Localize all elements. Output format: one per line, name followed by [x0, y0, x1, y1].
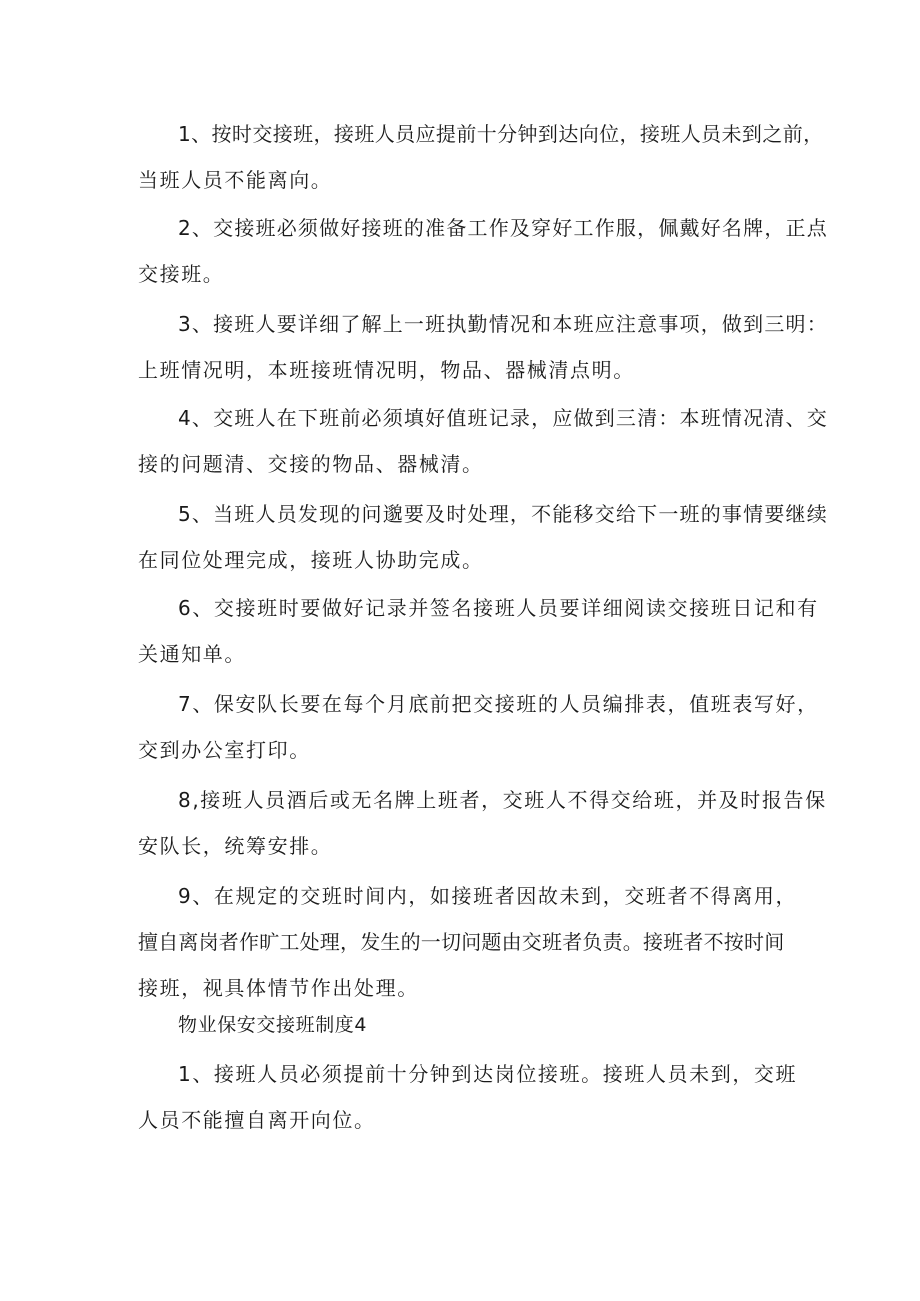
paragraph-3-line-1: 3、接班人要详细了解上一班执勤情况和本班应注意事项，做到三明： [178, 312, 828, 336]
paragraph-8-line-2: 安队长，统筹安排。 [138, 834, 333, 858]
paragraph-6-line-2: 关通知单。 [138, 642, 246, 666]
paragraph-1-line-2: 当班人员不能离向。 [138, 168, 333, 192]
paragraph-9-line-3: 接班，视具体情节作出处理。 [138, 976, 419, 1000]
section-paragraph-1-line-1: 1、接班人员必须提前十分钟到达岗位接班。接班人员未到，交班 [178, 1062, 798, 1086]
paragraph-7-line-1: 7、保安队长要在每个月底前把交接班的人员编排表，值班表写好， [178, 692, 819, 716]
paragraph-4-line-2: 接的问题清、交接的物品、器械清。 [138, 452, 484, 476]
paragraph-5-line-1: 5、当班人员发现的问邈要及时处理，不能移交给下一班的事情要继续 [178, 502, 828, 526]
paragraph-2-line-2: 交接班。 [138, 262, 225, 286]
paragraph-2-line-1: 2、交接班必须做好接班的准备工作及穿好工作服，佩戴好名牌，正点 [178, 216, 828, 240]
paragraph-8-line-1: 8,接班人员酒后或无名牌上班者，交班人不得交给班，并及时报告保 [178, 788, 827, 812]
section-paragraph-1-line-2: 人员不能擅自离开向位。 [138, 1108, 376, 1132]
paragraph-5-line-2: 在同位处理完成，接班人协助完成。 [138, 548, 484, 572]
paragraph-9-line-2: 擅自离岗者作旷工处理，发生的一切问题由交班者负责。接班者不按时间 [138, 930, 785, 954]
paragraph-1-line-1: 1、按时交接班，接班人员应提前十分钟到达向位，接班人员未到之前， [178, 122, 824, 146]
paragraph-7-line-2: 交到办公室打印。 [138, 738, 311, 762]
section-title: 物业保安交接班制度4 [178, 1014, 368, 1036]
paragraph-9-line-1: 9、在规定的交班时间内，如接班者因故未到，交班者不得离用， [178, 884, 798, 908]
paragraph-6-line-1: 6、交接班时要做好记录并签名接班人员要详细阅读交接班日记和有 [178, 596, 819, 620]
paragraph-4-line-1: 4、交班人在下班前必须填好值班记录，应做到三清：本班情况清、交 [178, 406, 828, 430]
paragraph-3-line-2: 上班情况明，本班接班情况明，物品、器械清点明。 [138, 358, 635, 382]
